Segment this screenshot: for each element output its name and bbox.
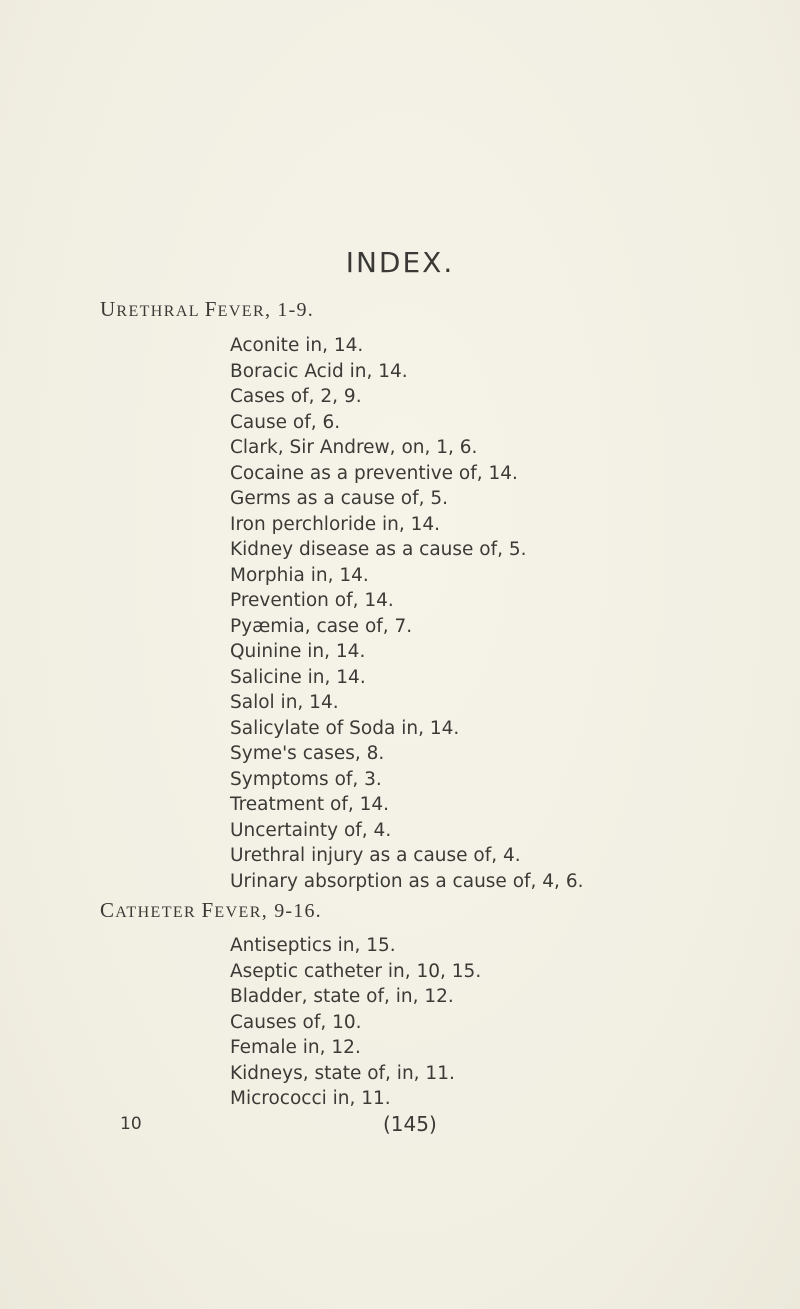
heading-smallcaps: EVER (214, 904, 262, 921)
heading-smallcaps: RETHRAL (116, 303, 205, 320)
index-entry: Treatment of, 14. (230, 794, 390, 815)
index-entry: Cocaine as a preventive of, 14. (230, 462, 518, 484)
index-entry: Syme's cases, 8. (230, 743, 385, 764)
index-entry: Boracic Acid in, 14. (230, 360, 408, 382)
heading-initial: U (100, 297, 117, 321)
heading-initial: F (201, 898, 215, 922)
section-heading-urethral-fever (100, 297, 314, 322)
index-entry: Iron perchloride in, 14. (230, 513, 441, 535)
index-entry: Salicylate of Soda in, 14. (230, 717, 460, 739)
index-entry: Causes of, 10. (230, 1011, 362, 1033)
heading-pages: , 9-16. (261, 900, 322, 922)
index-entry: Clark, Sir Andrew, on, 1, 6. (230, 437, 478, 458)
index-entry: Urinary absorption as a cause of, 4, 6. (230, 870, 584, 892)
index-entry: Germs as a cause of, 5. (230, 488, 448, 509)
index-entry: Aseptic catheter in, 10, 15. (230, 960, 482, 982)
index-entry: Female in, 12. (230, 1037, 361, 1058)
entry-list-catheter-fever (230, 933, 481, 1112)
index-entry: Cases of, 2, 9. (230, 386, 362, 407)
index-entry: Urethral injury as a cause of, 4. (230, 845, 521, 866)
index-entry: Quinine in, 14. (230, 641, 366, 662)
index-entry: Bladder, state of, in, 12. (230, 986, 454, 1007)
index-entry: Aconite in, 14. (230, 335, 364, 356)
index-entry: Kidney disease as a cause of, 5. (230, 539, 527, 560)
section-heading-catheter-fever (100, 898, 322, 923)
page-title: INDEX. (345, 246, 455, 279)
index-entry: Salicine in, 14. (230, 666, 366, 688)
index-entry: Symptoms of, 3. (230, 768, 382, 790)
signature-mark: 10 (120, 1114, 142, 1134)
index-entry: Kidneys, state of, in, 11. (230, 1062, 455, 1084)
index-entry: Prevention of, 14. (230, 590, 394, 611)
index-entry: Morphia in, 14. (230, 564, 369, 586)
index-entry: Micrococci in, 11. (230, 1088, 391, 1109)
entry-list-urethral-fever (230, 333, 583, 894)
index-entry: Antiseptics in, 15. (230, 935, 396, 956)
heading-initial: C (100, 898, 116, 922)
heading-smallcaps: EVER (217, 303, 266, 320)
page-number: (145) (383, 1112, 437, 1136)
index-entry: Salol in, 14. (230, 692, 339, 713)
heading-pages: , 1-9. (265, 299, 314, 321)
index-entry: Uncertainty of, 4. (230, 819, 392, 841)
index-entry: Cause of, 6. (230, 411, 341, 433)
heading-smallcaps: ATHETER (115, 904, 202, 921)
index-entry: Pyæmia, case of, 7. (230, 615, 413, 637)
heading-initial: F (204, 297, 218, 321)
